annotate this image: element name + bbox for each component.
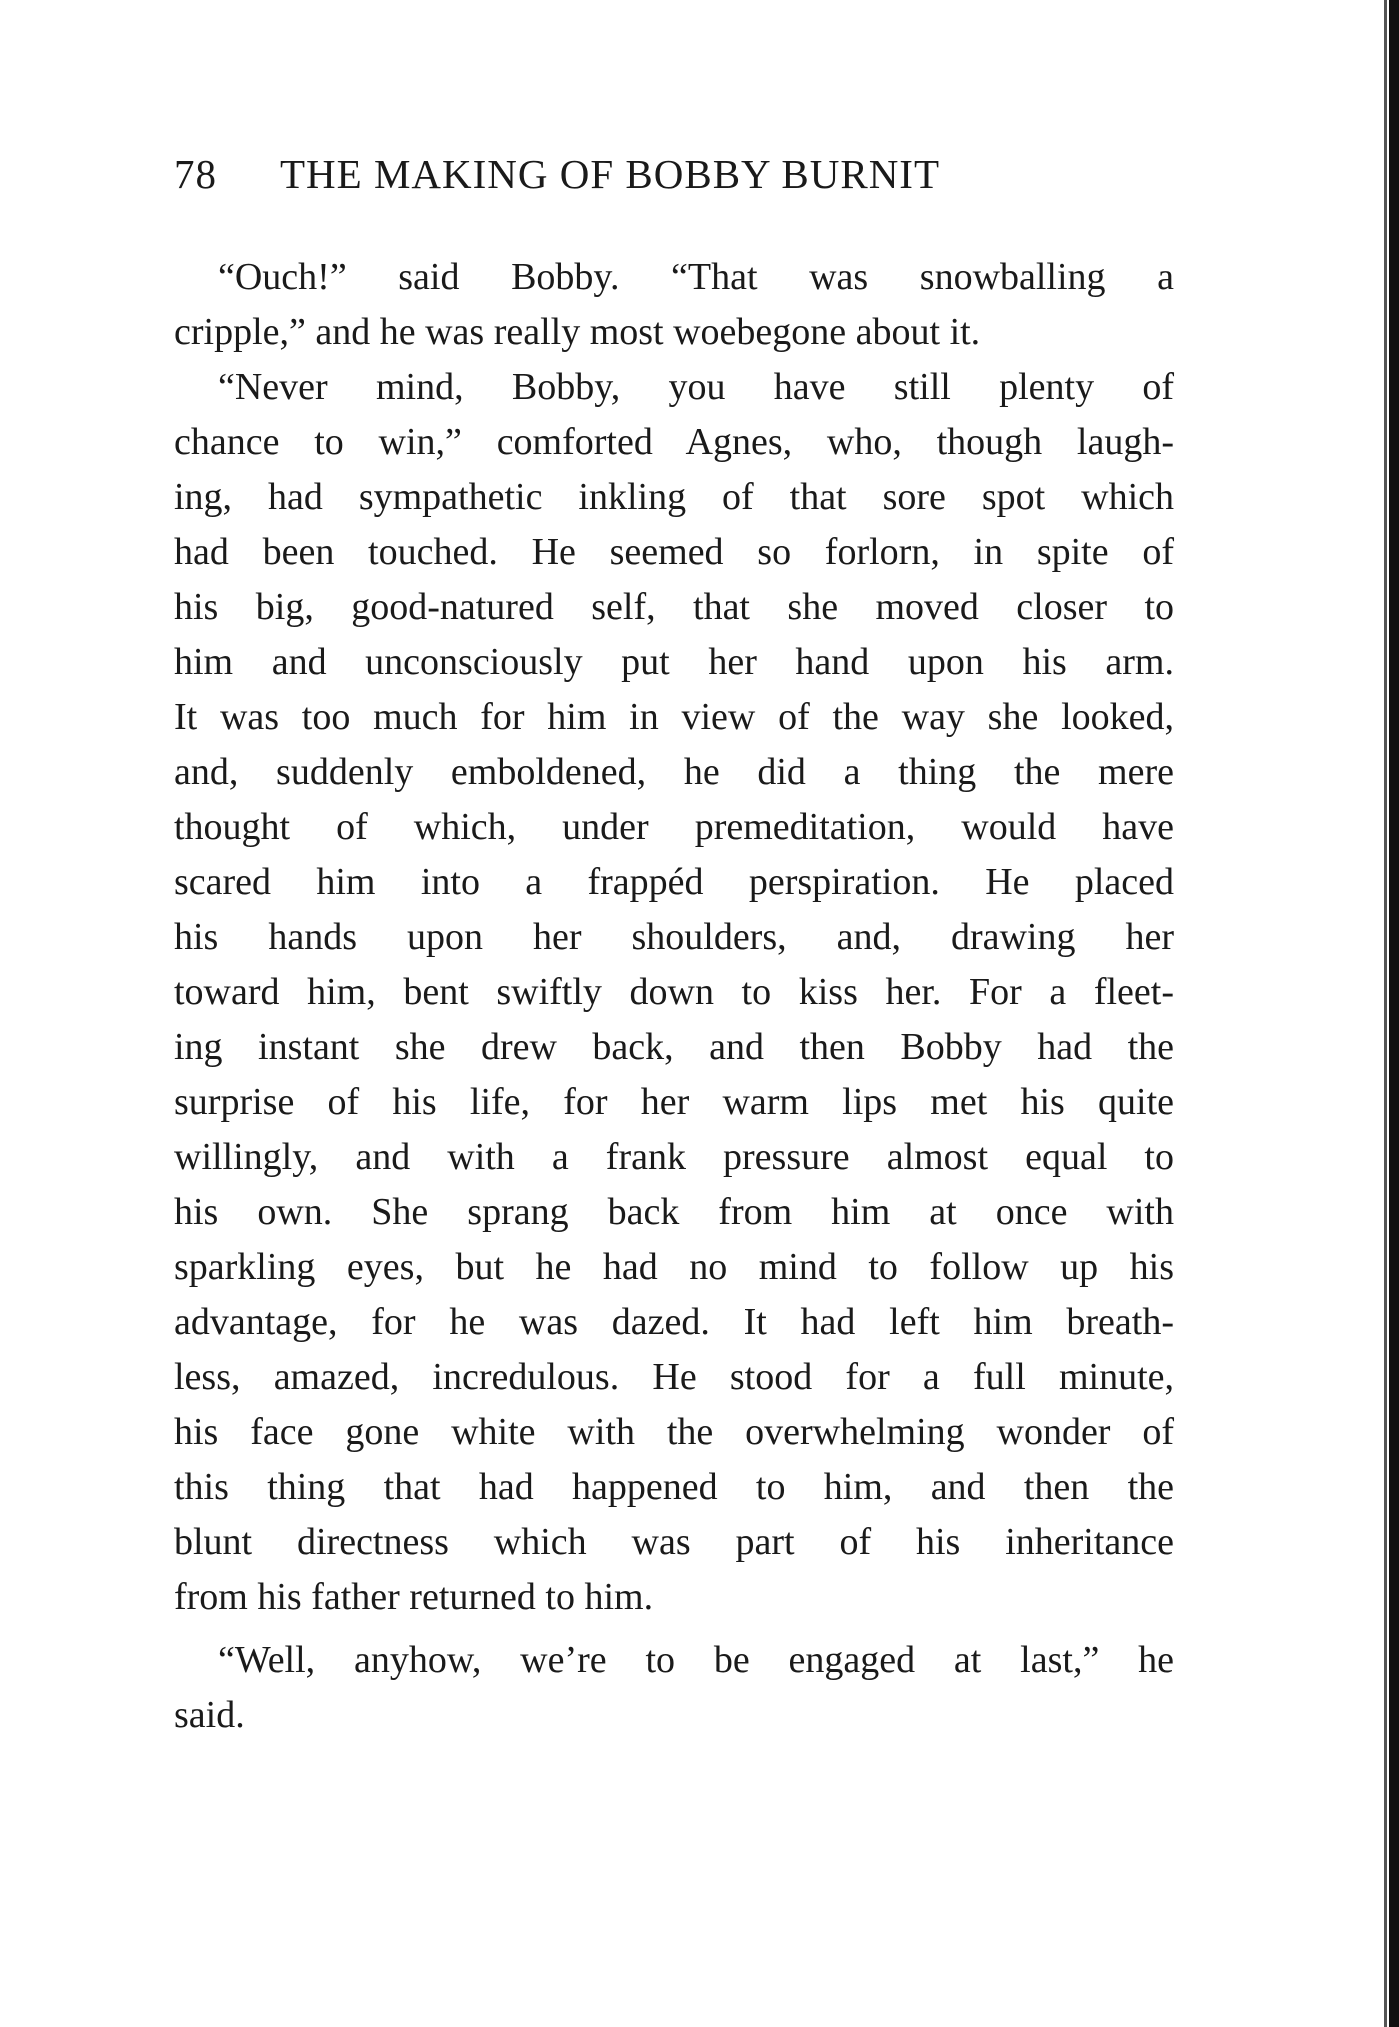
body-text (174, 250, 1174, 1743)
paragraph (174, 250, 1174, 360)
text-line: cripple,” and he was really most woebegone about it. (174, 311, 981, 353)
text-line: “Ouch!” said Bobby. “That was snowballing a (218, 256, 1174, 298)
text-line: sparkling eyes, but he had no mind to follow up his (174, 1246, 1174, 1288)
text-line: willingly, and with a frank pressure almost equal to (174, 1136, 1174, 1178)
text-line: “Well, anyhow, we’re to be engaged at last,” he (218, 1639, 1174, 1681)
text-line: thought of which, under premeditation, would have (174, 806, 1174, 848)
text-line: surprise of his life, for her warm lips met his quite (174, 1081, 1174, 1123)
text-line: scared him into a frappéd perspiration. He placed (174, 861, 1174, 903)
page-spine-edge (1389, 0, 1399, 2027)
text-line: ing instant she drew back, and then Bobby had the (174, 1026, 1174, 1068)
paragraph (174, 360, 1174, 1625)
text-line: less, amazed, incredulous. He stood for a full minute, (174, 1356, 1174, 1398)
text-line: blunt directness which was part of his inheritance (174, 1521, 1174, 1563)
text-line: his big, good-natured self, that she moved closer to (174, 586, 1174, 628)
text-line: and, suddenly emboldened, he did a thing the mere (174, 751, 1174, 793)
text-line: “Never mind, Bobby, you have still plenty of (218, 366, 1174, 408)
text-line: advantage, for he was dazed. It had left him breath- (174, 1301, 1174, 1343)
text-line: his own. She sprang back from him at once with (174, 1191, 1174, 1233)
text-line: this thing that had happened to him, and then the (174, 1466, 1174, 1508)
text-line: chance to win,” comforted Agnes, who, though laugh- (174, 421, 1174, 463)
paragraph (174, 1633, 1174, 1743)
running-title: THE MAKING OF BOBBY BURNIT (280, 151, 940, 197)
text-line: him and unconsciously put her hand upon his arm. (174, 641, 1174, 683)
text-line: his hands upon her shoulders, and, drawing her (174, 916, 1174, 958)
running-header (174, 150, 1184, 200)
text-line: ing, had sympathetic inkling of that sore spot which (174, 476, 1174, 518)
text-line: toward him, bent swiftly down to kiss her. For a fleet- (174, 971, 1174, 1013)
text-line: his face gone white with the overwhelming wonder of (174, 1411, 1174, 1453)
text-line: said. (174, 1694, 245, 1736)
text-line: had been touched. He seemed so forlorn, in spite of (174, 531, 1174, 573)
page-number: 78 (174, 151, 217, 197)
text-line: It was too much for him in view of the way she looked, (174, 696, 1174, 738)
text-line: from his father returned to him. (174, 1576, 654, 1618)
